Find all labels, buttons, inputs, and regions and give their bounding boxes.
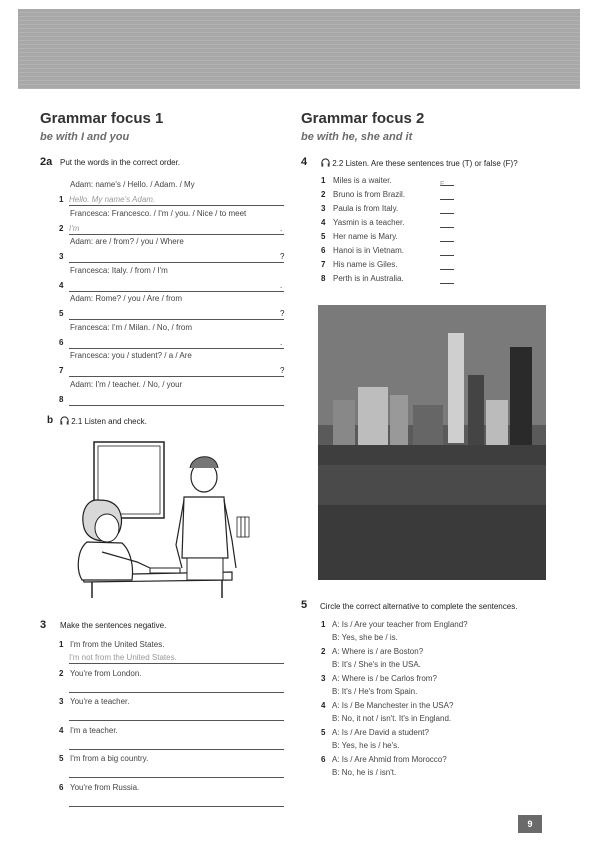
answer-blank[interactable] [440,241,454,242]
list-item [40,783,290,812]
exercise-2b-heading [40,416,288,426]
exercise-3-items [40,640,290,811]
item-number: 7 [59,366,64,375]
list-item [301,647,556,674]
item-number: 6 [59,337,64,347]
list-item [301,260,556,274]
answer-blank[interactable]: F [440,185,454,186]
prompt-text: Adam: are / from? / you / Where [70,237,184,246]
city-skyline-photo [318,305,546,580]
prompt-text: Francesca: I'm / Milan. / No, / from [70,322,192,332]
answer-line[interactable] [69,281,284,292]
answer-line[interactable]: Hello. My name's Adam. [69,195,284,206]
answer-blank[interactable] [440,227,454,228]
sentence-text: Miles is a waiter. [333,176,392,185]
end-punctuation: ? [280,252,285,261]
answer-line[interactable]: B: It's / She's in the USA. [332,660,421,669]
list-item [40,640,290,669]
answer-line[interactable] [69,338,284,349]
answer-line[interactable]: B: No, he is / isn't. [332,768,397,777]
exercise-4-items [301,176,556,288]
answer-line[interactable] [69,796,284,807]
item-number: 1 [59,195,64,204]
question-line[interactable]: A: Is / Are Ahmid from Morocco? [332,755,447,764]
item-number: 5 [321,232,326,241]
answer-line[interactable] [69,309,284,320]
list-item [301,274,556,288]
item-number: 1 [321,176,326,185]
item-number: 6 [59,782,64,792]
list-item [301,246,556,260]
answer-line[interactable]: B: It's / He's from Spain. [332,687,418,696]
answer-line[interactable] [69,767,284,778]
prompt-text: Francesca: you / student? / a / Are [70,351,192,360]
question-line[interactable]: A: Where is / be Carlos from? [332,674,437,683]
answer-line[interactable] [69,395,284,406]
grammar-focus-2-title: Grammar focus 2 [301,110,425,127]
item-number: 7 [321,260,326,269]
answer-blank[interactable] [440,269,454,270]
list-item [40,351,288,380]
headphones-icon [60,416,69,425]
exercise-label: b [47,415,54,426]
list-item [301,204,556,218]
answer-blank[interactable] [440,213,454,214]
answer-line[interactable] [69,252,284,263]
sentence-text: Bruno is from Brazil. [333,190,406,199]
list-item [40,294,288,323]
list-item [40,669,290,698]
answer-line[interactable] [69,710,284,721]
list-item [301,218,556,232]
header-banner [18,9,580,89]
answer-line[interactable] [69,739,284,750]
grammar-focus-2-section [301,110,556,288]
classroom-illustration [32,440,256,598]
prompt-text: Francesca: Italy. / from / I'm [70,265,168,275]
exercise-instruction: 2.1 Listen and check. [71,417,147,426]
item-number: 3 [321,204,326,213]
list-item [40,323,288,352]
prompt-text: Adam: Rome? / you / Are / from [70,294,183,303]
exercise-instruction: Put the words in the correct order. [60,158,181,167]
grammar-focus-1-title: Grammar focus 1 [40,110,164,127]
exercise-2a-heading [40,158,288,168]
exercise-number: 2a [40,156,53,168]
answer-line[interactable]: B: Yes, she be / is. [332,633,398,642]
exercise-3-heading [40,621,290,631]
exercise-5-heading [301,601,556,612]
item-number: 8 [321,274,326,283]
end-punctuation: . [280,337,283,347]
item-number: 4 [321,218,326,227]
exercise-2a-items [40,180,288,408]
exercise-4-heading [301,158,556,169]
end-punctuation: . [280,223,283,233]
end-punctuation: . [280,280,283,290]
sentence-text: Paula is from Italy. [333,204,399,213]
exercise-5-items [301,620,556,782]
item-number: 2 [321,647,326,656]
sentence-text: I'm from a big country. [70,754,149,763]
prompt-text: Adam: I'm / teacher. / No, / your [70,379,183,389]
exercise-3-section [40,621,290,811]
answer-line[interactable]: B: No, it not / isn't. It's in England. [332,714,452,723]
prompt-text: Adam: name's / Hello. / Adam. / My [70,180,195,189]
answer-line[interactable] [69,366,284,377]
item-number: 2 [59,668,64,678]
list-item [301,728,556,755]
sentence-text: Yasmin is a teacher. [333,218,405,227]
item-number: 5 [59,754,64,763]
exercise-instruction: Circle the correct alternative to complete the sentences. [320,602,518,611]
list-item [40,697,290,726]
answer-blank[interactable] [440,199,454,200]
end-punctuation: ? [280,366,285,375]
list-item [40,726,290,755]
answer-line[interactable]: B: Yes, he is / he's. [332,741,400,750]
answer-blank[interactable] [440,283,454,284]
exercise-number: 3 [40,619,47,631]
item-number: 5 [59,309,64,318]
exercise-number: 5 [301,599,308,611]
list-item [40,266,288,295]
sentence-text: Perth is in Australia. [333,274,404,283]
question-line[interactable]: A: Is / Be Manchester in the USA? [332,701,454,710]
grammar-focus-1-subtitle: be with I and you [40,131,130,143]
list-item [40,180,288,209]
sentence-text: I'm a teacher. [70,725,118,735]
prompt-text: Francesca: Francesco. / I'm / you. / Nice / to meet [70,208,247,218]
exercise-number: 4 [301,156,308,168]
sentence-text: I'm from the United States. [70,640,165,649]
list-item [301,620,556,647]
list-item [40,754,290,783]
item-number: 6 [321,246,326,255]
exercise-instruction: Make the sentences negative. [60,621,167,630]
item-number: 1 [321,620,326,629]
item-number: 2 [59,223,64,233]
list-item [301,674,556,701]
sentence-text: You're from Russia. [70,782,140,792]
list-item [301,701,556,728]
item-number: 3 [59,697,64,706]
answer-line[interactable]: I'm not from the United States. [69,653,284,664]
question-line[interactable]: A: Where is / are Boston? [332,647,424,656]
item-number: 4 [321,701,326,710]
item-number: 4 [59,280,64,290]
answer-line[interactable]: I'm [69,224,284,235]
grammar-focus-1-section [40,110,288,426]
item-number: 5 [321,728,326,737]
list-item [40,380,288,409]
page-number: 9 [518,815,542,833]
item-number: 6 [321,755,326,764]
list-item [301,176,556,190]
item-number: 3 [321,674,326,683]
item-number: 1 [59,640,64,649]
end-punctuation: ? [280,309,285,318]
list-item [40,237,288,266]
headphones-icon [321,158,330,167]
sentence-text: His name is Giles. [333,260,398,269]
question-line[interactable]: A: Is / Are your teacher from England? [332,620,468,629]
sentence-text: Hanoi is in Vietnam. [333,246,404,255]
item-number: 8 [59,394,64,404]
answer-blank[interactable] [440,255,454,256]
list-item [301,755,556,782]
list-item [40,209,288,238]
sentence-text: Her name is Mary. [333,232,398,241]
answer-line[interactable] [69,682,284,693]
exercise-5-section [301,601,556,782]
sentence-text: You're a teacher. [70,697,130,706]
grammar-focus-2-subtitle: be with he, she and it [301,131,413,143]
list-item [301,190,556,204]
sentence-text: You're from London. [70,668,142,678]
item-number: 3 [59,252,64,261]
question-line[interactable]: A: Is / Are David a student? [332,728,429,737]
item-number: 2 [321,190,326,199]
exercise-instruction: 2.2 Listen. Are these sentences true (T) or false (F)? [332,159,518,168]
item-number: 4 [59,725,64,735]
list-item [301,232,556,246]
